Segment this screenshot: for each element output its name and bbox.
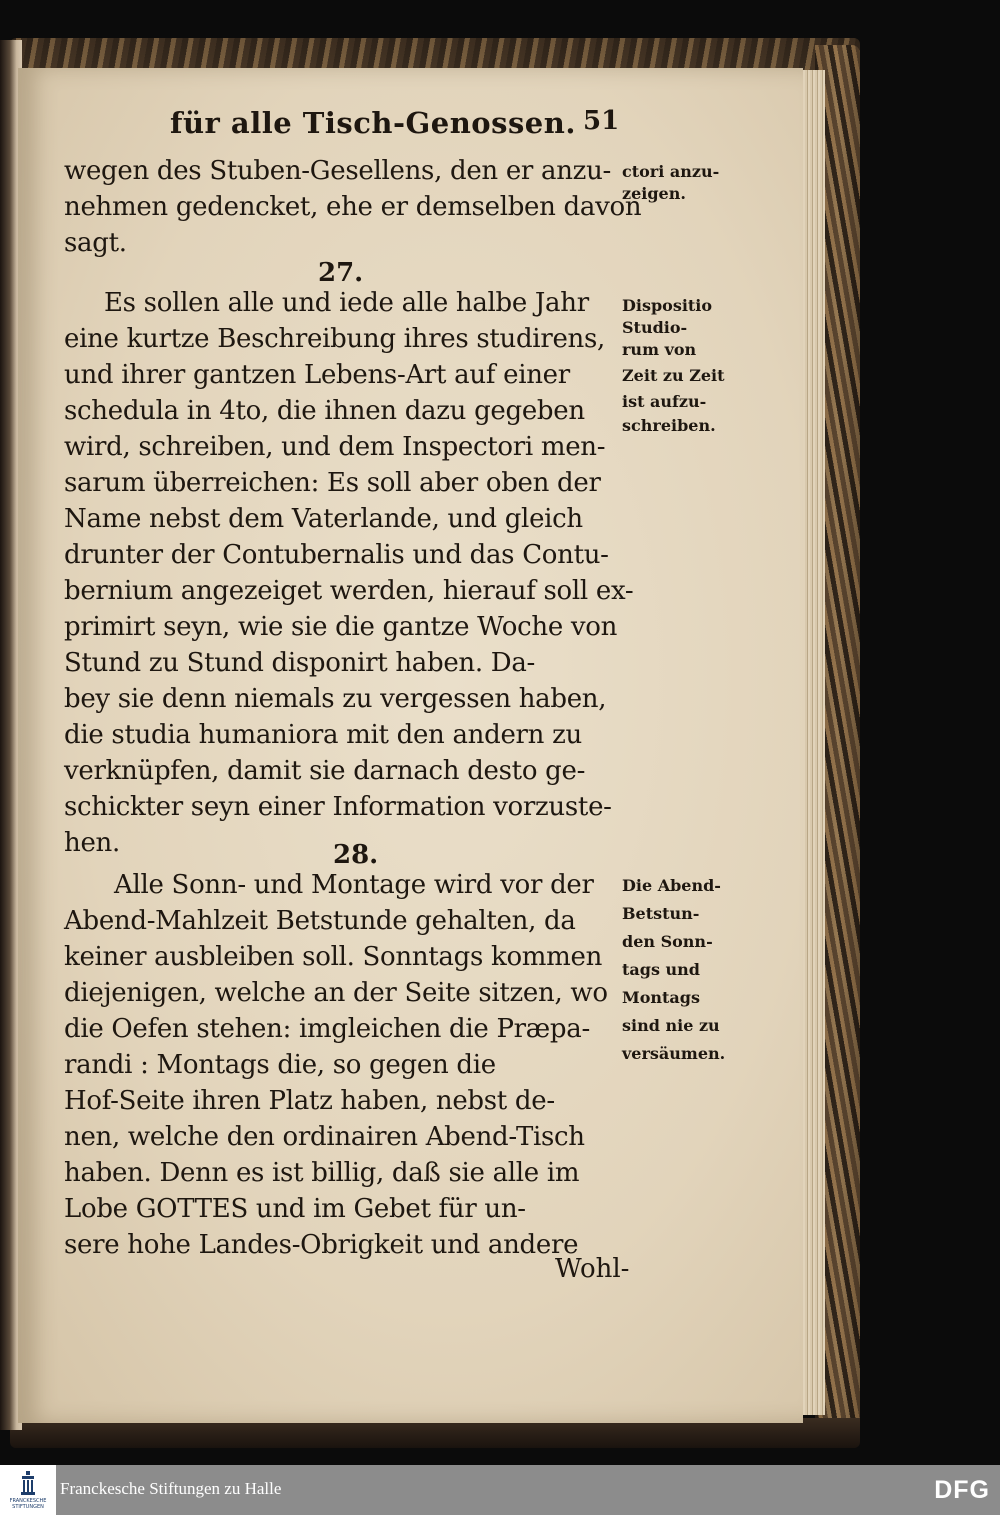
body-line: hen. xyxy=(64,828,120,858)
body-line: bernium angezeiget werden, hierauf soll ex- xyxy=(64,576,634,606)
body-line: Alle Sonn- und Montage wird vor der xyxy=(114,870,594,900)
marginal-line: schreiben. xyxy=(622,416,716,435)
body-line: verknüpfen, damit sie darnach desto ge- xyxy=(64,756,586,786)
logo-text: FRANCKESCHE STIFTUNGEN xyxy=(9,1498,47,1510)
marginal-line: sind nie zu xyxy=(622,1016,720,1035)
marginal-line: Montags xyxy=(622,988,700,1007)
marginal-line: rum von xyxy=(622,340,697,359)
body-line: sagt. xyxy=(64,228,127,258)
body-line: wird, schreiben, und dem Inspectori men- xyxy=(64,432,606,462)
body-line: wegen des Stuben-Gesellens, den er anzu- xyxy=(64,156,612,186)
dfg-logo[interactable]: DFG xyxy=(934,1476,990,1504)
body-line: nen, welche den ordinairen Abend-Tisch xyxy=(64,1122,585,1152)
body-line: die Oefen stehen: imgleichen die Præpa- xyxy=(64,1014,590,1044)
body-line: diejenigen, welche an der Seite sitzen, wo xyxy=(64,978,608,1008)
marginal-line: ctori anzu- xyxy=(622,162,720,181)
section-number-28: 28. xyxy=(333,840,379,870)
footer-bar xyxy=(0,1465,1000,1515)
body-line: randi : Montags die, so gegen die xyxy=(64,1050,496,1080)
institution-logo[interactable] xyxy=(0,1465,56,1515)
body-line: bey sie denn niemals zu vergessen haben, xyxy=(64,684,607,714)
body-line: primirt seyn, wie sie die gantze Woche von xyxy=(64,612,618,642)
marginal-line: ist aufzu- xyxy=(622,392,707,411)
body-line: haben. Denn es ist billig, daß sie alle im xyxy=(64,1158,580,1188)
marginal-line: Zeit zu Zeit xyxy=(622,366,725,385)
marginal-line: Betstun- xyxy=(622,904,700,923)
marginal-line: Studio- xyxy=(622,318,688,337)
body-line: keiner ausbleiben soll. Sonntags kommen xyxy=(64,942,603,972)
body-line: nehmen gedencket, ehe er demselben davon xyxy=(64,192,642,222)
marginal-line: Dispositio xyxy=(622,296,713,315)
marginal-line: versäumen. xyxy=(622,1044,726,1063)
body-line: Name nebst dem Vaterlande, und gleich xyxy=(64,504,583,534)
catchword: Wohl- xyxy=(555,1254,630,1284)
body-line: Hof-Seite ihren Platz haben, nebst de- xyxy=(64,1086,555,1116)
running-head: für alle Tisch-Genossen. xyxy=(170,106,576,140)
body-line: drunter der Contubernalis und das Contu- xyxy=(64,540,609,570)
section-number-27: 27. xyxy=(318,258,364,288)
body-line: sere hohe Landes-Obrigkeit und andere xyxy=(64,1230,579,1260)
body-line: Lobe GOTTES und im Gebet für un- xyxy=(64,1194,526,1224)
page-number: 51 xyxy=(583,106,620,136)
body-line: eine kurtze Beschreibung ihres studirens, xyxy=(64,324,605,354)
body-line: schickter seyn einer Information vorzuste- xyxy=(64,792,612,822)
body-line: Stund zu Stund disponirt haben. Da- xyxy=(64,648,536,678)
body-line: Abend-Mahlzeit Betstunde gehalten, da xyxy=(64,906,576,936)
institution-name[interactable]: Franckesche Stiftungen zu Halle xyxy=(60,1479,282,1498)
marginal-line: den Sonn- xyxy=(622,932,713,951)
marginal-line: Die Abend- xyxy=(622,876,721,895)
body-line: Es sollen alle und iede alle halbe Jahr xyxy=(104,288,589,318)
marginal-line: zeigen. xyxy=(622,184,686,203)
body-line: sarum überreichen: Es soll aber oben der xyxy=(64,468,601,498)
body-line: die studia humaniora mit den andern zu xyxy=(64,720,582,750)
marginal-line: tags und xyxy=(622,960,700,979)
body-line: und ihrer gantzen Lebens-Art auf einer xyxy=(64,360,570,390)
body-line: schedula in 4to, die ihnen dazu gegeben xyxy=(64,396,585,426)
francke-building-icon xyxy=(20,1471,36,1495)
